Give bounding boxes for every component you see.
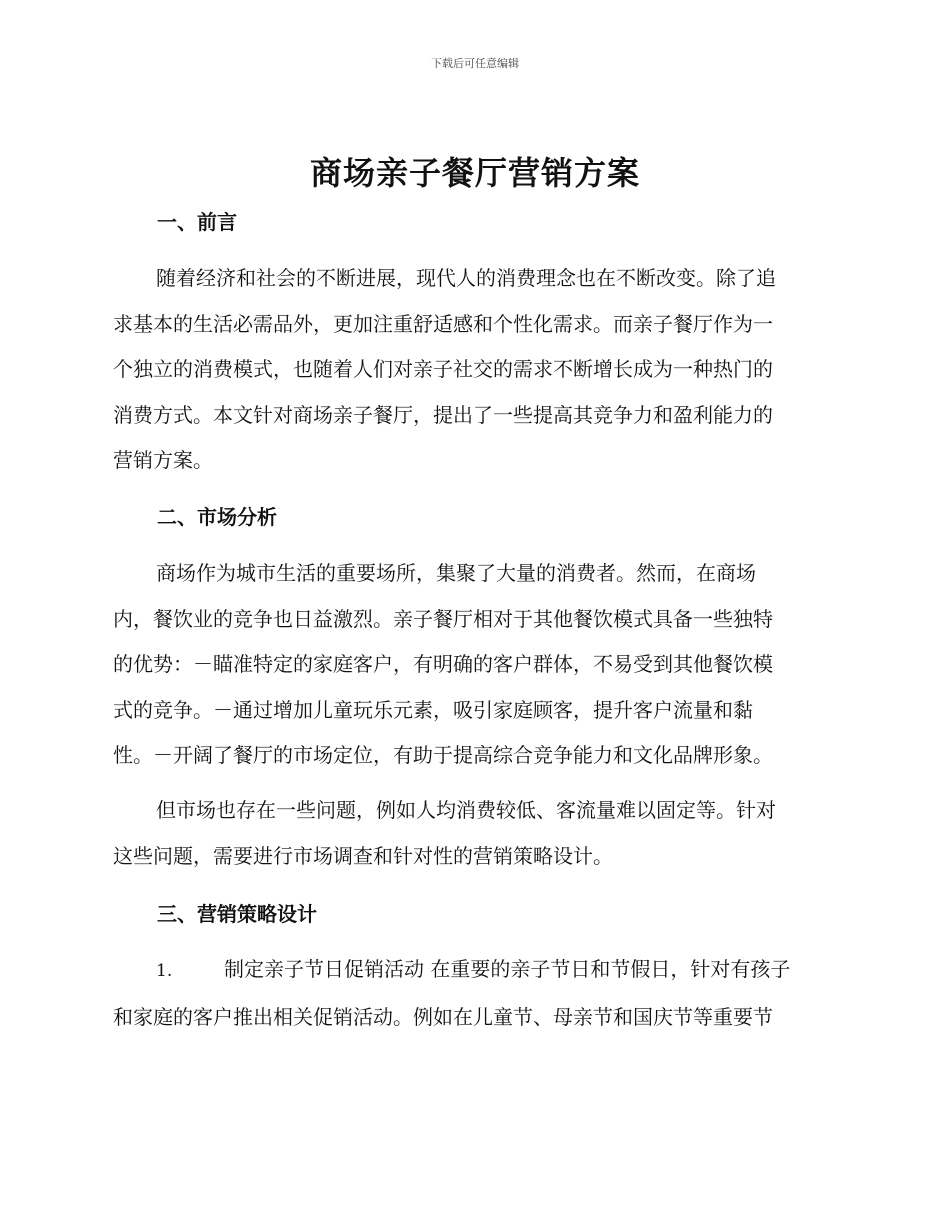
text-line: 个独立的消费模式，也随着人们对亲子社交的需求不断增长成为一种热门的 [113, 357, 773, 381]
list-item [113, 947, 838, 1040]
text-line: 求基本的生活必需品外，更加注重舒适感和个性化需求。而亲子餐厅作为一 [113, 311, 773, 336]
text-line: 消费方式。本文针对商场亲子餐厅，提出了一些提高其竞争力和盈利能力的 [113, 402, 773, 427]
text-line: 这些问题，需要进行市场调查和针对性的营销策略设计。 [113, 843, 613, 868]
list-item-first-line [113, 947, 838, 995]
list-item-text: 制定亲子节日促销活动 在重要的亲子节日和节假日，针对有孩子 [224, 957, 791, 981]
list-item-number: 1. [156, 961, 173, 981]
section-heading-marketing-strategy: 三、营销策略设计 [157, 902, 317, 926]
text-line: 性。－开阔了餐厅的市场定位，有助于提高综合竞争能力和文化品牌形象。 [113, 743, 773, 767]
header-note: 下载后可任意编辑 [431, 57, 519, 70]
text-line: 式的竞争。－通过增加儿童玩乐元素，吸引家庭顾客，提升客户流量和黏 [113, 697, 753, 722]
text-line: 随着经济和社会的不断进展，现代人的消费理念也在不断改变。除了追 [156, 266, 776, 290]
text-line: 的优势：－瞄准特定的家庭客户，有明确的客户群体，不易受到其他餐饮模 [113, 652, 773, 676]
paragraph-preface [113, 256, 838, 484]
text-line: 内，餐饮业的竞争也日益激烈。亲子餐厅相对于其他餐饮模式具备一些独特 [113, 606, 773, 631]
paragraph-market-analysis-2 [113, 788, 838, 879]
paragraph-market-analysis-1 [113, 551, 838, 779]
text-line: 但市场也存在一些问题，例如人均消费较低、客流量难以固定等。针对 [156, 798, 776, 822]
document-title: 商场亲子餐厅营销方案 [309, 154, 640, 192]
text-line: 营销方案。 [113, 448, 213, 472]
section-heading-market-analysis: 二、市场分析 [157, 505, 277, 529]
section-heading-preface: 一、前言 [157, 210, 237, 234]
text-line: 商场作为城市生活的重要场所，集聚了大量的消费者。然而，在商场 [156, 561, 756, 585]
text-line: 和家庭的客户推出相关促销活动。例如在儿童节、母亲节和国庆节等重要节 [113, 1004, 773, 1029]
